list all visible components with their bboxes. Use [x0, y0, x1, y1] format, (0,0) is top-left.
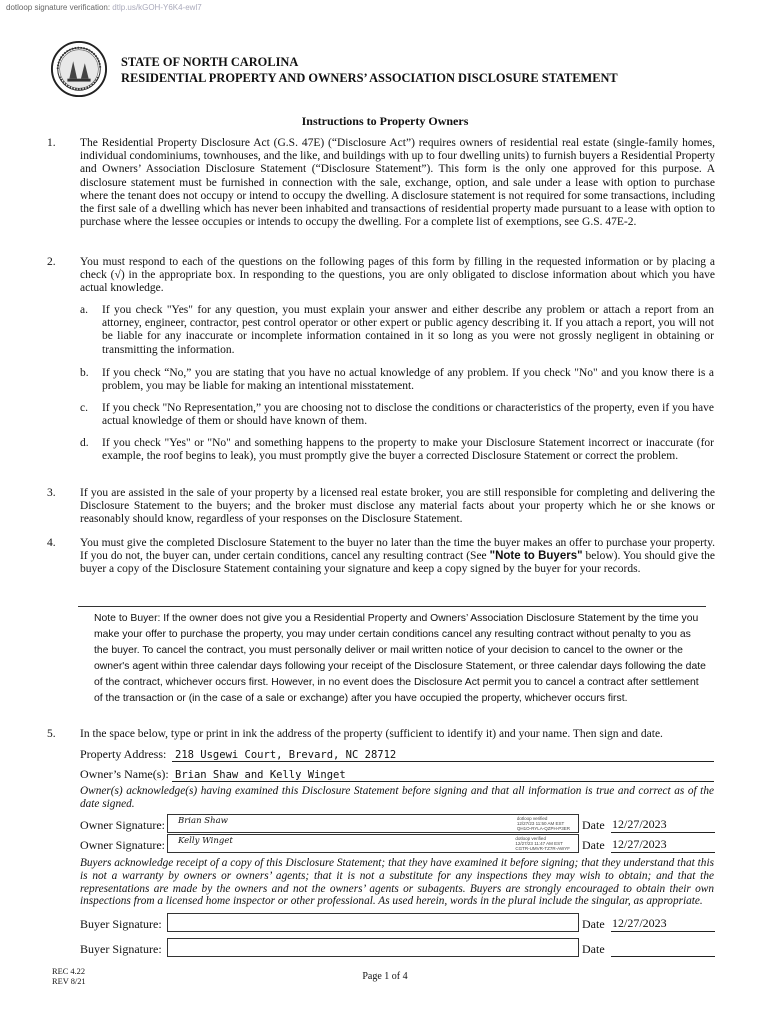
item-text: You must respond to each of the questions on the following pages of this form by filling in the requested information or by placing a check (√) in the appropriate box. In responding to the questions, you are only obligated to disclose information about which you have actual knowledge. — [80, 256, 715, 295]
item-text: The Residential Property Disclosure Act (G.S. 47E) (“Disclosure Act”) requires owners of residential real estate (single-family homes, individual condominiums, townhouses, and the like, and buildings with up to four dwelling units) to furnish buyers a Residential Property and Owners’ Association Disclosure Statement (“Disclosure Statement”). This form is the only one approved for this purpose. A disclosure statement must be furnished in connection with the sale, exchange, option, and sale under a lease with option to purchase where the tenant does not occupy or intend to occupy the dwelling. A disclosure statement is not required for some transactions, including the first sale of a dwelling which has never been inhabited and transactions of residential property made pursuant to a lease with option to purchase where the lessee occupies or intends to occupy the dwelling. For a complete list of exemptions, see G.S. 47E-2. — [80, 137, 715, 229]
item-text: In the space below, type or print in ink the address of the property (sufficient to identify it) and your name. Then sign and date. — [80, 728, 663, 740]
owner-date-field[interactable]: 12/27/2023 — [611, 817, 715, 833]
dotloop-verified-stamp — [517, 816, 570, 831]
header-state: STATE OF NORTH CAROLINA — [121, 55, 299, 69]
owner-names-label: Owner’s Name(s): — [80, 767, 169, 781]
date-label: Date — [582, 818, 605, 832]
buyer-date-field[interactable]: 12/27/2023 — [611, 916, 715, 932]
property-address-label: Property Address: — [80, 747, 167, 761]
verified-time: 12/27/23 11:47 AM EST — [515, 841, 563, 846]
verified-code: QH1O-RYLA-QZPH-P3ER — [516, 826, 570, 831]
form-header — [121, 54, 618, 86]
buyer-acknowledgement: Buyers acknowledge receipt of a copy of this Disclosure Statement; that they have examined it before signing; that they understand that this is not a warranty by owners or owners’ agents; that it is not a substitute for any inspections they may wish to obtain; and that the representations are made by the owners and not the owners’ agents or subagents. Buyers are strongly encouraged to obtain their own inspections from a licensed home inspector or other professional. As used herein, words in the plural include the singular, as appropriate. — [80, 857, 714, 908]
form-code: REC 4.22 — [52, 967, 86, 976]
buyer-signature-field[interactable] — [167, 938, 579, 957]
owner-acknowledgement: Owner(s) acknowledge(s) having examined this Disclosure Statement before signing and that all information is true and correct as of the date signed. — [80, 785, 714, 810]
buyer-signature-field[interactable] — [167, 913, 579, 932]
owner-signature-field[interactable] — [167, 814, 579, 833]
property-address-row — [80, 746, 714, 762]
date-label: Date — [582, 942, 605, 956]
note-to-buyer — [78, 606, 706, 707]
owner-signature-image: Kelly Winget — [178, 836, 233, 846]
verified-code: CGTR-UMVR-TZ7R-AWYF — [515, 846, 570, 851]
verification-label: dotloop signature verification: — [6, 3, 111, 12]
subitem-letter: d. — [80, 437, 89, 449]
owner-date-field[interactable]: 12/27/2023 — [611, 837, 715, 853]
item-text: If you are assisted in the sale of your property by a licensed real estate broker, you are still responsible for completing and delivering the Disclosure Statement to the buyers; and the broker must disclose any material facts about your property which he or she knows or reasonably should know, regardless of your responses on the Disclosure Statement. — [80, 487, 715, 526]
note-text: Note to Buyer: If the owner does not give you a Residential Property and Owners’ Association Disclosure Statement by the time you make your offer to purchase the property, you may under certain conditions cancel any resulting contract without penalty to you as the buyer. To cancel the contract, you must personally deliver or mail written notice of your decision to cancel to the owner or the owner's agent within three calendar days following your receipt of the Disclosure Statement, or three calendar days following the date of the contract, whichever occurs first. However, in no event does the Disclosure Act permit you to cancel a contract after settlement of the transaction or (in the case of a sale or exchange) after you have occupied the property, whichever occurs first. — [94, 613, 706, 704]
property-address-field[interactable]: 218 Usgewi Court, Brevard, NC 28712 — [172, 749, 714, 762]
item-number: 2. — [47, 256, 56, 268]
subitem-text: If you check “No,” you are stating that you have no actual knowledge of any problem. If you check "No" and you know there is a problem, you may be liable for making an intentional misstatement. — [102, 367, 714, 393]
item-text — [80, 537, 715, 577]
subitem-letter: b. — [80, 367, 89, 379]
section-title: Instructions to Property Owners — [301, 114, 469, 128]
verified-time: 12/27/23 11:50 AM EST — [516, 821, 565, 826]
state-seal-icon — [50, 40, 108, 98]
buyer-date-field[interactable] — [611, 942, 715, 957]
item-text-part: below). You should give the buyer a copy of the Disclosure Statement containing your signature and keep a copy signed by the buyer for your records. — [80, 550, 715, 576]
verification-link[interactable]: dtlp.us/kGOH-Y6K4-ewl7 — [112, 3, 202, 12]
form-revision: REV 8/21 — [52, 977, 86, 986]
buyer-signature-label: Buyer Signature: — [80, 917, 162, 931]
item-number: 5. — [47, 728, 56, 740]
header-form-title: RESIDENTIAL PROPERTY AND OWNERS’ ASSOCIATION DISCLOSURE STATEMENT — [121, 71, 618, 85]
dotloop-verification — [6, 3, 202, 12]
note-to-buyers-ref: "Note to Buyers" — [489, 550, 583, 563]
owner-signature-label: Owner Signature: — [80, 838, 165, 852]
buyer-signature-label: Buyer Signature: — [80, 942, 162, 956]
owner-signature-image: Brian Shaw — [178, 816, 228, 826]
dotloop-verified-stamp — [515, 836, 570, 851]
item-number: 1. — [47, 137, 56, 149]
item-number: 3. — [47, 487, 56, 499]
owner-signature-label: Owner Signature: — [80, 818, 165, 832]
buyer-signature-row-2 — [80, 939, 714, 957]
owner-names-field[interactable]: Brian Shaw and Kelly Winget — [172, 769, 714, 782]
item-number: 4. — [47, 537, 56, 549]
owner-signature-row-1 — [80, 815, 714, 833]
owner-names-row — [80, 766, 714, 782]
subitem-letter: a. — [80, 304, 88, 316]
subitem-text: If you check "No Representation,” you are choosing not to disclose the conditions or characteristics of the property, even if you have actual knowledge of them or should have known of them. — [102, 402, 714, 428]
subitem-text: If you check "Yes" or "No" and something happens to the property to make your Disclosure Statement incorrect or inaccurate (for example, the roof begins to leak), you must promptly give the buyer a corrected Disclosure Statement or correct the problem. — [102, 437, 714, 463]
buyer-signature-row-1 — [80, 914, 714, 932]
item-text-part: You must give the completed Disclosure Statement to the buyer no later than the time the buyer makes an offer to purchase your property. If you do not, the buyer can, under certain conditions, cancel any resulting contract (See — [80, 537, 715, 563]
owner-signature-field[interactable] — [167, 834, 579, 853]
page-number: Page 1 of 4 — [362, 971, 408, 982]
date-label: Date — [582, 838, 605, 852]
subitem-letter: c. — [80, 402, 88, 414]
owner-signature-row-2 — [80, 835, 714, 853]
date-label: Date — [582, 917, 605, 931]
subitem-text: If you check "Yes" for any question, you must explain your answer and either describe any problem or attach a report from an attorney, engineer, contractor, pest control operator or other expert or public agency describing it. If you attach a report, you will not be liable for any inaccurate or incomplete information contained in it so long as you were not grossly negligent in obtaining or transmitting the information. — [102, 304, 714, 356]
verified-label: dotloop verified — [516, 816, 548, 821]
verified-label: dotloop verified — [515, 836, 546, 841]
